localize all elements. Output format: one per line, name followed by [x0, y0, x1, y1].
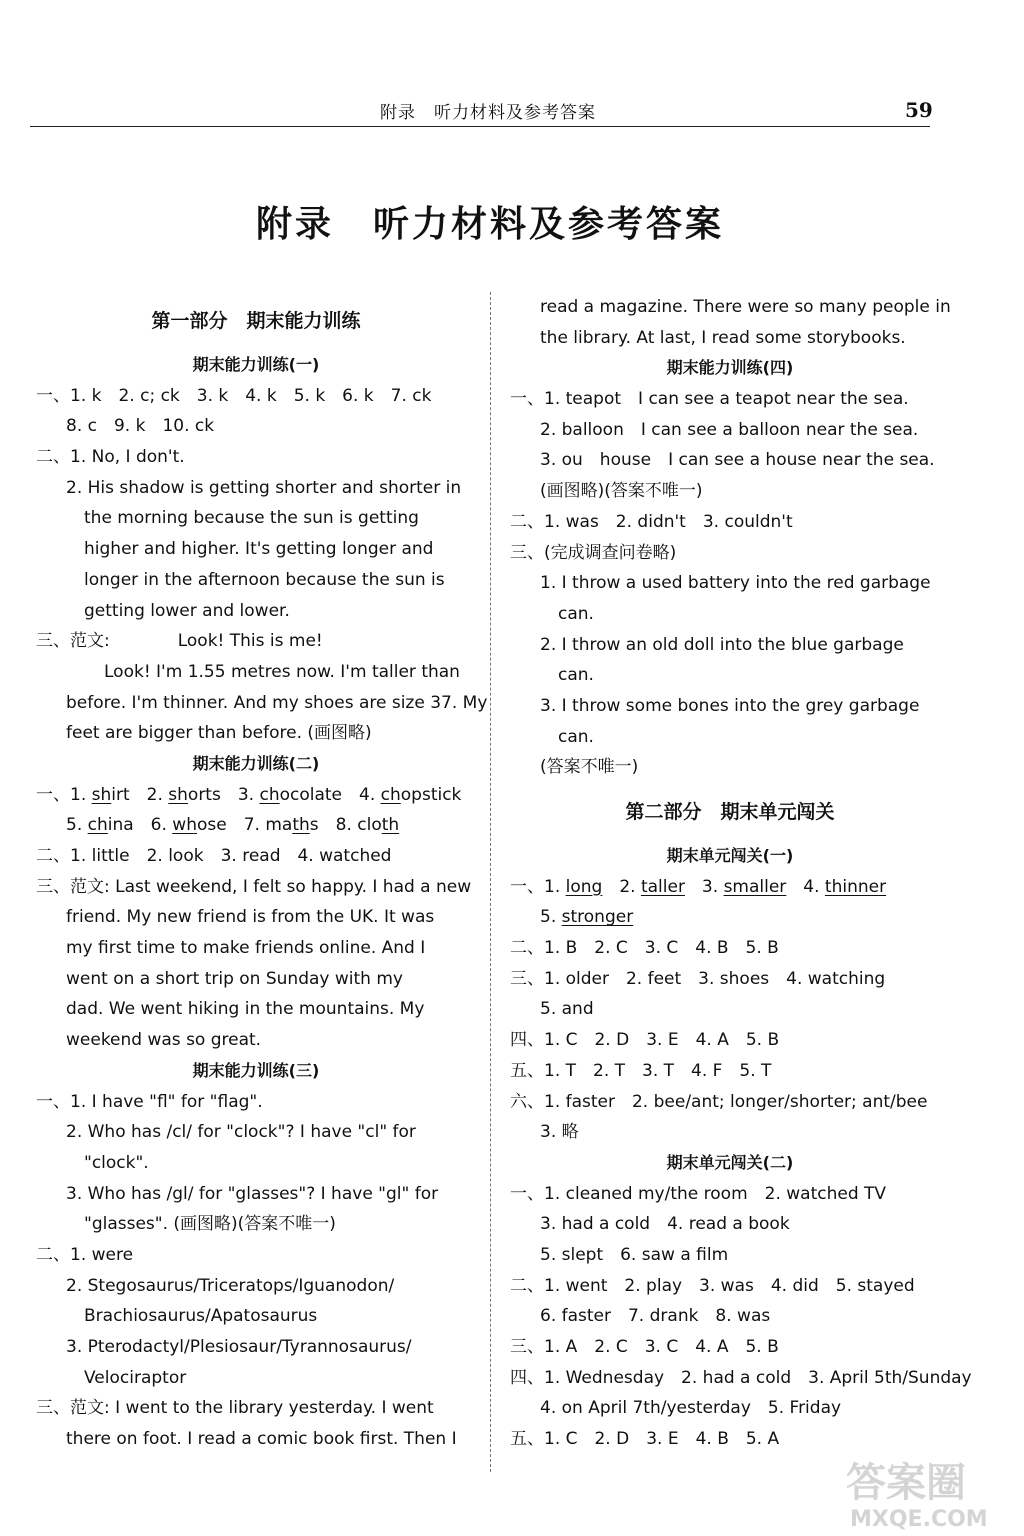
answer-line: "glasses". (画图略)(答案不唯一)	[84, 1214, 336, 1235]
subsection-heading: 期末能力训练(二)	[192, 753, 320, 773]
page-title: 附录 听力材料及参考答案	[255, 204, 724, 245]
watermark-url: MXQE.COM	[850, 1507, 988, 1530]
answer-line: can.	[558, 665, 594, 686]
answer-line: 二、1. were	[36, 1244, 134, 1265]
subsection-heading: 期末单元闯关(二)	[666, 1152, 794, 1172]
subsection-heading: 期末单元闯关(一)	[666, 846, 794, 865]
underlined-letters: wh	[172, 815, 197, 836]
answer-line: 3. I throw some bones into the grey garbage	[540, 695, 920, 716]
answer-line: 一、1. teapot I can see a teapot near the sea.	[510, 389, 909, 410]
answer-line: 一、1. k 2. c; ck 3. k 4. k 5. k 6. k 7. ck	[36, 385, 432, 406]
column-divider	[490, 292, 491, 1472]
answer-line: 二、1. No, I don't.	[36, 447, 185, 468]
answer-line: (答案不唯一)	[540, 757, 639, 778]
underlined-letters: ch	[259, 784, 280, 805]
underlined-letters: ch	[380, 784, 401, 805]
answer-line: before. I'm thinner. And my shoes are size 37. My	[66, 692, 488, 713]
answer-line: 6. faster 7. drank 8. was	[540, 1306, 771, 1327]
section-heading: 第二部分 期末单元闯关	[625, 801, 835, 823]
answer-line: 二、1. B 2. C 3. C 4. B 5. B	[510, 938, 779, 959]
answer-line: weekend was so great.	[66, 1030, 262, 1051]
answer-line: 2. balloon I can see a balloon near the sea.	[540, 419, 919, 440]
underlined-letters: sh	[168, 784, 188, 805]
answer-line: the library. At last, I read some storybooks.	[540, 327, 906, 348]
answer-line: 5. and	[540, 999, 594, 1020]
answer-line: higher and higher. It's getting longer and	[84, 539, 434, 560]
running-title: 附录 听力材料及参考答案	[380, 103, 596, 123]
answer-line: Look! I'm 1.55 metres now. I'm taller than	[104, 661, 460, 682]
answer-line: 五、1. C 2. D 3. E 4. B 5. A	[510, 1429, 780, 1450]
answer-line: friend. My new friend is from the UK. It was	[66, 907, 435, 928]
answer-line: 一、1. I have "fl" for "flag".	[36, 1091, 263, 1112]
answer-line: Velociraptor	[84, 1367, 187, 1388]
underlined-letters: stronger	[561, 907, 634, 928]
left-column	[36, 292, 488, 1455]
answer-line: 3. Who has /gl/ for "glasses"? I have "gl" for	[66, 1183, 439, 1204]
right-column	[510, 292, 972, 1455]
underlined-letters: thinner	[824, 876, 887, 897]
answer-line: 8. c 9. k 10. ck	[66, 416, 215, 437]
answer-line: 一、1. shirt 2. shorts 3. chocolate 4. chopstick	[36, 784, 462, 805]
answer-line: getting lower and lower.	[84, 600, 290, 621]
answer-line: 三、1. older 2. feet 3. shoes 4. watching	[510, 968, 886, 989]
underlined-letters: smaller	[723, 876, 787, 897]
section-heading: 第一部分 期末能力训练	[151, 310, 361, 332]
answer-line: feet are bigger than before. (画图略)	[66, 723, 372, 744]
subsection-heading: 期末能力训练(一)	[192, 355, 320, 374]
answer-line: "clock".	[84, 1152, 149, 1173]
answer-line: 四、1. Wednesday 2. had a cold 3. April 5th/Sunday	[510, 1367, 972, 1388]
subsection-heading: 期末能力训练(三)	[192, 1060, 320, 1080]
answer-line: 1. I throw a used battery into the red garbage	[540, 573, 931, 594]
answer-line: 二、1. little 2. look 3. read 4. watched	[36, 846, 392, 866]
answer-line: 三、范文: I went to the library yesterday. I went	[36, 1398, 434, 1419]
underlined-letters: ch	[87, 815, 108, 836]
underlined-letters: taller	[640, 876, 685, 897]
answer-line: 5. china 6. whose 7. maths 8. cloth	[66, 815, 400, 836]
answer-line: can.	[558, 603, 594, 624]
answer-line: 一、1. long 2. taller 3. smaller 4. thinner	[510, 876, 887, 897]
watermark-logo-text: 答案圈	[846, 1460, 966, 1506]
underlined-letters: th	[292, 815, 310, 836]
answer-line: 四、1. C 2. D 3. E 4. A 5. B	[510, 1030, 780, 1051]
answer-line: Brachiosaurus/Apatosaurus	[84, 1306, 318, 1327]
answer-line: (画图略)(答案不唯一)	[540, 481, 703, 502]
answer-line: can.	[558, 726, 594, 747]
answer-line: my first time to make friends online. And I	[66, 938, 426, 959]
watermark-logo	[842, 1452, 1012, 1530]
answer-line: 二、1. went 2. play 3. was 4. did 5. stayed	[510, 1275, 915, 1296]
page-number: 59	[905, 98, 933, 122]
underlined-letters: long	[565, 876, 603, 897]
answer-line: 2. Stegosaurus/Triceratops/Iguanodon/	[66, 1275, 395, 1296]
answer-line: 4. on April 7th/yesterday 5. Friday	[540, 1398, 842, 1419]
underlined-letters: sh	[91, 784, 112, 805]
running-header	[30, 92, 930, 127]
answer-line: went on a short trip on Sunday with my	[66, 968, 403, 989]
answer-line: there on foot. I read a comic book first. Then I	[66, 1429, 457, 1450]
answer-line: 2. His shadow is getting shorter and shorter in	[66, 477, 462, 498]
subsection-heading: 期末能力训练(四)	[666, 358, 794, 378]
answer-line: 一、1. cleaned my/the room 2. watched TV	[510, 1183, 887, 1204]
answer-line: 3. Pterodactyl/Plesiosaur/Tyrannosaurus/	[66, 1337, 412, 1357]
answer-line: 五、1. T 2. T 3. T 4. F 5. T	[510, 1060, 772, 1081]
answer-line: longer in the afternoon because the sun is	[84, 569, 445, 590]
answer-line: 二、1. was 2. didn't 3. couldn't	[510, 511, 793, 532]
answer-line: read a magazine. There were so many people in	[540, 297, 951, 317]
answer-line: the morning because the sun is getting	[84, 508, 419, 529]
underlined-letters: th	[381, 815, 400, 836]
answer-line: 三、1. A 2. C 3. C 4. A 5. B	[510, 1337, 779, 1357]
answer-line: 三、范文: Look! This is me!	[36, 631, 323, 652]
answer-line: 2. Who has /cl/ for "clock"? I have "cl" for	[66, 1122, 416, 1143]
answer-line: dad. We went hiking in the mountains. My	[66, 999, 425, 1020]
answer-line: 三、(完成调查问卷略)	[510, 542, 677, 563]
answer-line: 5. stronger	[540, 907, 634, 928]
answer-line: 3. 略	[540, 1122, 579, 1143]
answer-line: 六、1. faster 2. bee/ant; longer/shorter; ant/bee	[510, 1091, 928, 1112]
answer-line: 3. ou house I can see a house near the sea.	[540, 450, 935, 471]
answer-line: 5. slept 6. saw a film	[540, 1244, 729, 1265]
answer-line: 三、范文: Last weekend, I felt so happy. I had a new	[36, 876, 472, 897]
answer-line: 3. had a cold 4. read a book	[540, 1214, 790, 1235]
answer-line: 2. I throw an old doll into the blue garbage	[540, 634, 904, 655]
